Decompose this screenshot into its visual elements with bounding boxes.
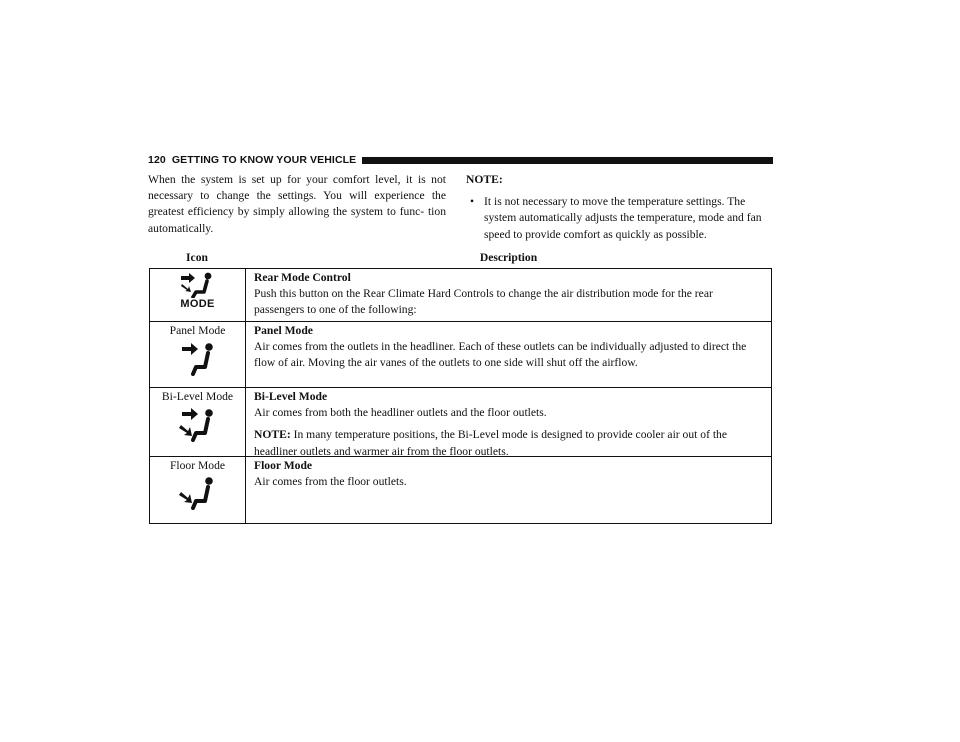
- row-text: Air comes from the outlets in the headliner. Each of these outlets can be individually adjusted to direct the flow of air. Moving the air vanes of the outlets to one side will shut off the airflow.: [254, 340, 747, 370]
- header-text: [148, 154, 356, 166]
- table-row: [150, 321, 771, 387]
- row-label: Panel Mode: [169, 324, 226, 337]
- icon-caption: MODE: [180, 298, 215, 310]
- row-text: Push this button on the Rear Climate Hard Controls to change the air distribution mode for the rear passengers to one of the following:: [254, 287, 713, 317]
- row-label: Bi-Level Mode: [161, 390, 234, 403]
- note-title: NOTE:: [466, 173, 503, 186]
- description-cell: [246, 322, 771, 387]
- description-cell: [246, 457, 771, 523]
- row-note-text: In many temperature positions, the Bi-Level mode is designed to provide cooler air out of the headliner outlets and warmer air from the floor outlets.: [254, 428, 727, 458]
- row-note: [254, 427, 763, 459]
- row-text: Air comes from the floor outlets.: [254, 475, 407, 489]
- row-title: Panel Mode: [254, 324, 313, 337]
- section-title: GETTING TO KNOW YOUR VEHICLE: [171, 154, 357, 166]
- intro-paragraph: When the system is set up for your comfort level, it is not necessary to change the settings. You will experience the greatest efficiency by simply allowing the system to func- tion automatically.: [148, 173, 446, 235]
- header-rule: [362, 157, 773, 164]
- table-row: [150, 269, 771, 321]
- page-number: 120: [148, 154, 166, 166]
- description-cell: [246, 388, 771, 456]
- page-header: [148, 154, 773, 166]
- row-title: Rear Mode Control: [254, 271, 351, 284]
- icon-cell: [150, 269, 246, 321]
- row-note-label: NOTE:: [254, 428, 291, 442]
- note-block: [466, 172, 773, 243]
- bi-level-mode-icon: [178, 407, 218, 443]
- icon-cell: [150, 457, 246, 523]
- rear-mode-icon: [178, 272, 218, 298]
- row-label: Floor Mode: [169, 459, 226, 472]
- header-icon: Icon: [186, 250, 208, 264]
- row-title: Bi-Level Mode: [254, 390, 328, 403]
- description-cell: [246, 269, 771, 321]
- row-text: Air comes from both the headliner outlets and the floor outlets.: [254, 406, 547, 420]
- note-text: It is not necessary to move the temperature settings. The system automatically adjusts the temperature, mode and fan speed to provide comfort as quickly as possible.: [484, 195, 762, 241]
- icon-cell: [150, 388, 246, 456]
- floor-mode-icon: [178, 476, 218, 512]
- table-row: [150, 387, 771, 456]
- icon-cell: [150, 322, 246, 387]
- panel-mode-icon: [178, 341, 218, 377]
- note-bullet: [466, 194, 773, 243]
- row-title: Floor Mode: [254, 459, 313, 472]
- table-body: [149, 268, 772, 524]
- mode-table: [149, 248, 772, 524]
- bullet-marker: •: [470, 195, 475, 209]
- table-header: [149, 248, 772, 268]
- table-row: [150, 456, 771, 523]
- header-description: Description: [479, 250, 538, 264]
